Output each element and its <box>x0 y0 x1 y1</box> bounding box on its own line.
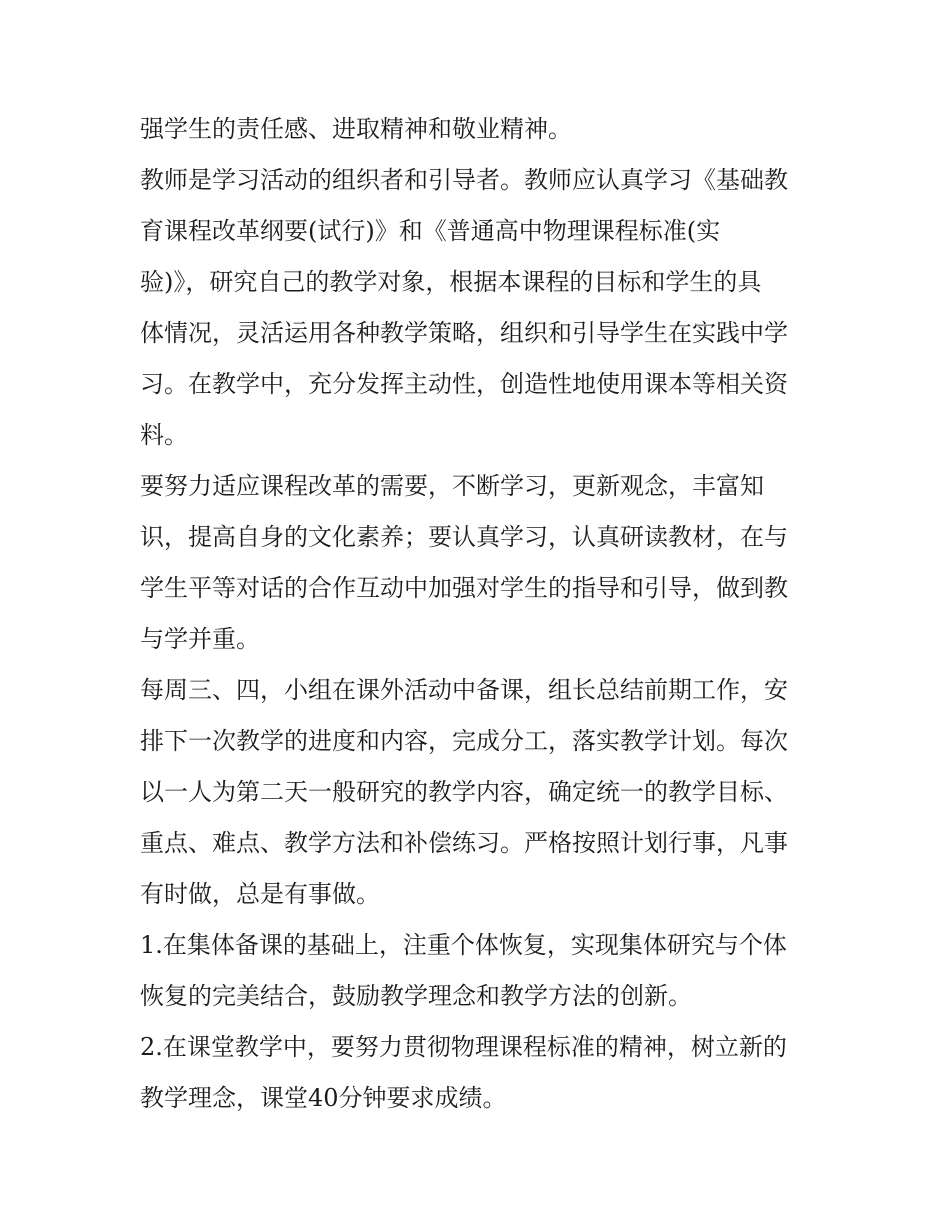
text-line: 习。在教学中，充分发挥主动性，创造性地使用课本等相关资 <box>140 370 788 398</box>
text-line: 育课程改革纲要(试行)》和《普通高中物理课程标准(实 <box>140 217 721 245</box>
text-line: 验)》，研究自己的教学对象，根据本课程的目标和学生的具 <box>140 268 762 296</box>
text-line: 识，提高自身的文化素养；要认真学习，认真研读教材，在与 <box>140 523 788 551</box>
text-line: 1.在集体备课的基础上，注重个体恢复，实现集体研究与个体 <box>140 931 787 959</box>
document-body <box>140 104 815 1124</box>
text-line: 重点、难点、教学方法和补偿练习。严格按照计划行事，凡事 <box>140 829 788 857</box>
text-line: 强学生的责任感、进取精神和敬业精神。 <box>140 115 572 143</box>
text-line: 以一人为第二天一般研究的教学内容，确定统一的教学目标、 <box>140 778 788 806</box>
text-line: 教师是学习活动的组织者和引导者。教师应认真学习《基础教 <box>140 166 788 194</box>
text-line: 料。 <box>140 421 188 449</box>
text-line: 有时做，总是有事做。 <box>140 880 380 908</box>
text-line: 排下一次教学的进度和内容，完成分工，落实教学计划。每次 <box>140 727 788 755</box>
text-line: 要努力适应课程改革的需要，不断学习，更新观念，丰富知 <box>140 472 764 500</box>
text-line: 恢复的完美结合，鼓励教学理念和教学方法的创新。 <box>140 982 692 1010</box>
text-line: 与学并重。 <box>140 625 260 653</box>
text-line: 学生平等对话的合作互动中加强对学生的指导和引导，做到教 <box>140 574 788 602</box>
text-line: 教学理念，课堂40分钟要求成绩。 <box>140 1084 507 1112</box>
text-line: 2.在课堂教学中，要努力贯彻物理课程标准的精神，树立新的 <box>140 1033 787 1061</box>
text-line: 体情况，灵活运用各种教学策略，组织和引导学生在实践中学 <box>140 319 788 347</box>
text-line: 每周三、四，小组在课外活动中备课，组长总结前期工作，安 <box>140 676 788 704</box>
